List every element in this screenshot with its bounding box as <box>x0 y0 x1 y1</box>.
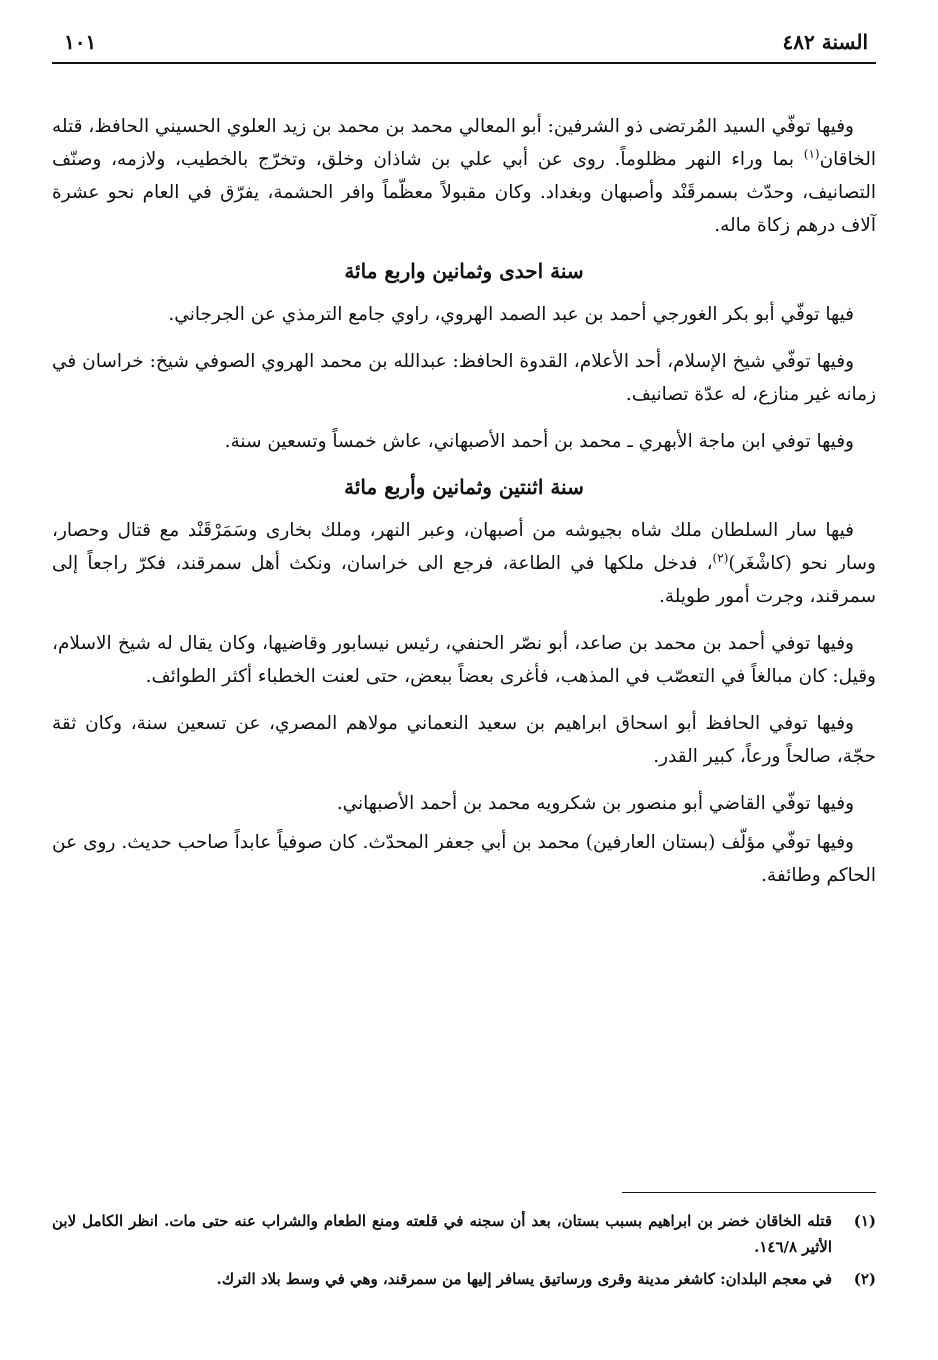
footnote-text: في معجم البلدان: كاشغر مدينة وقرى ورساتيق يسافر إليها من سمرقند، وهي في وسط بلاد الترك. <box>216 1270 832 1288</box>
paragraph <box>52 345 876 411</box>
paragraph-text: وفيها توفي الحافظ أبو اسحاق ابراهيم بن سعيد النعماني مولاهم المصري، عن تسعين سنة، وكان ثقة حجّة، صالحاً ورعاً، كبير القدر. <box>52 713 876 767</box>
paragraph-text: وفيها توفي أحمد بن محمد بن صاعد، أبو نصّر الحنفي، رئيس نيسابور وقاضيها، وكان يقال له شيخ الاسلام، وقيل: كان مبالغاً في التعصّب في المذهب، فأغرى بعضاً ببعض، حتى لعنت الخطباء أكثر الطوائف. <box>52 633 876 687</box>
footnote <box>52 1266 876 1292</box>
footnotes <box>52 1208 876 1298</box>
section-heading: سنة احدى وثمانين واربع مائة <box>344 259 584 283</box>
section-heading: سنة اثنتين وثمانين وأربع مائة <box>344 475 584 499</box>
paragraph-text: وفيها توفي ابن ماجة الأبهري ـ محمد بن أحمد الأصبهاني، عاش خمساً وتسعين سنة. <box>224 431 854 452</box>
paragraph-text: وفيها توفّي القاضي أبو منصور بن شكرويه محمد بن أحمد الأصبهاني. <box>336 793 854 814</box>
footnote <box>52 1208 876 1260</box>
header-year: السنة ٤٨٢ <box>782 30 868 54</box>
footnote-number: (١) <box>853 1212 876 1230</box>
paragraph <box>52 514 876 613</box>
footnote-text: قتله الخاقان خضر بن ابراهيم بسبب بستان، بعد أن سجنه في قلعته ومنع الطعام والشراب عنه حتى مات. انظر الكامل لابن الأثير ١٤٦/٨. <box>52 1212 832 1256</box>
footnote-reference: (٢) <box>712 550 729 565</box>
paragraph <box>52 627 876 693</box>
page-number: ١٠١ <box>64 30 97 54</box>
paragraph-text: وفيها توفّي مؤلّف (بستان العارفين) محمد بن أبي جعفر المحدّث. كان صوفياً عابداً صاحب حديث. روى عن الحاكم وطائفة. <box>52 832 876 886</box>
paragraph <box>52 826 876 892</box>
paragraph-text: وفيها توفّي السيد المُرتضى ذو الشرفين: أبو المعالي محمد بن محمد بن زيد العلوي الحسيني الحافظ، قتله الخاقان <box>52 116 876 170</box>
footnote-separator <box>622 1192 876 1193</box>
paragraph-text: فيها سار السلطان ملك شاه بجيوشه من أصبهان، وعبر النهر، وملك بخارى وسَمَرْقَنْد مع قتال وحصار، وسار نحو (كاشْغَر) <box>52 520 876 574</box>
paragraph <box>52 787 876 820</box>
footnote-reference: (١) <box>803 146 820 161</box>
book-page <box>52 22 876 1342</box>
paragraph <box>52 298 876 331</box>
page-body <box>52 110 876 906</box>
header-rule <box>52 62 876 64</box>
paragraph <box>52 425 876 458</box>
footnote-number: (٢) <box>853 1270 876 1288</box>
paragraph-text: ، فدخل ملكها في الطاعة، فرجع الى خراسان، ونكث أهل سمرقند، فكرّ راجعاً إلى سمرقند، وجرت أمور طويلة. <box>52 553 876 607</box>
paragraph-text: فيها توفّي أبو بكر الغورجي أحمد بن عبد الصمد الهروي، راوي جامع الترمذي عن الجرجاني. <box>168 304 854 325</box>
running-header <box>52 22 876 62</box>
paragraph <box>52 110 876 242</box>
paragraph <box>52 707 876 773</box>
paragraph-text: وفيها توفّي شيخ الإسلام، أحد الأعلام، القدوة الحافظ: عبدالله بن محمد الهروي الصوفي شيخ: خراسان في زمانه غير منازع، له عدّة تصانيف. <box>52 351 876 405</box>
paragraph-text: بما وراء النهر مظلوماً. روى عن أبي علي بن شاذان وخلق، وتخرّج بالخطيب، ولازمه، وصنّف التصانيف، وحدّث بسمرقَنْد وأصبهان وبغداد. وكان مقبولاً معظّماً وافر الحشمة، يفرّق في العام نحو عشرة آلاف درهم زكاة ماله. <box>52 149 876 236</box>
